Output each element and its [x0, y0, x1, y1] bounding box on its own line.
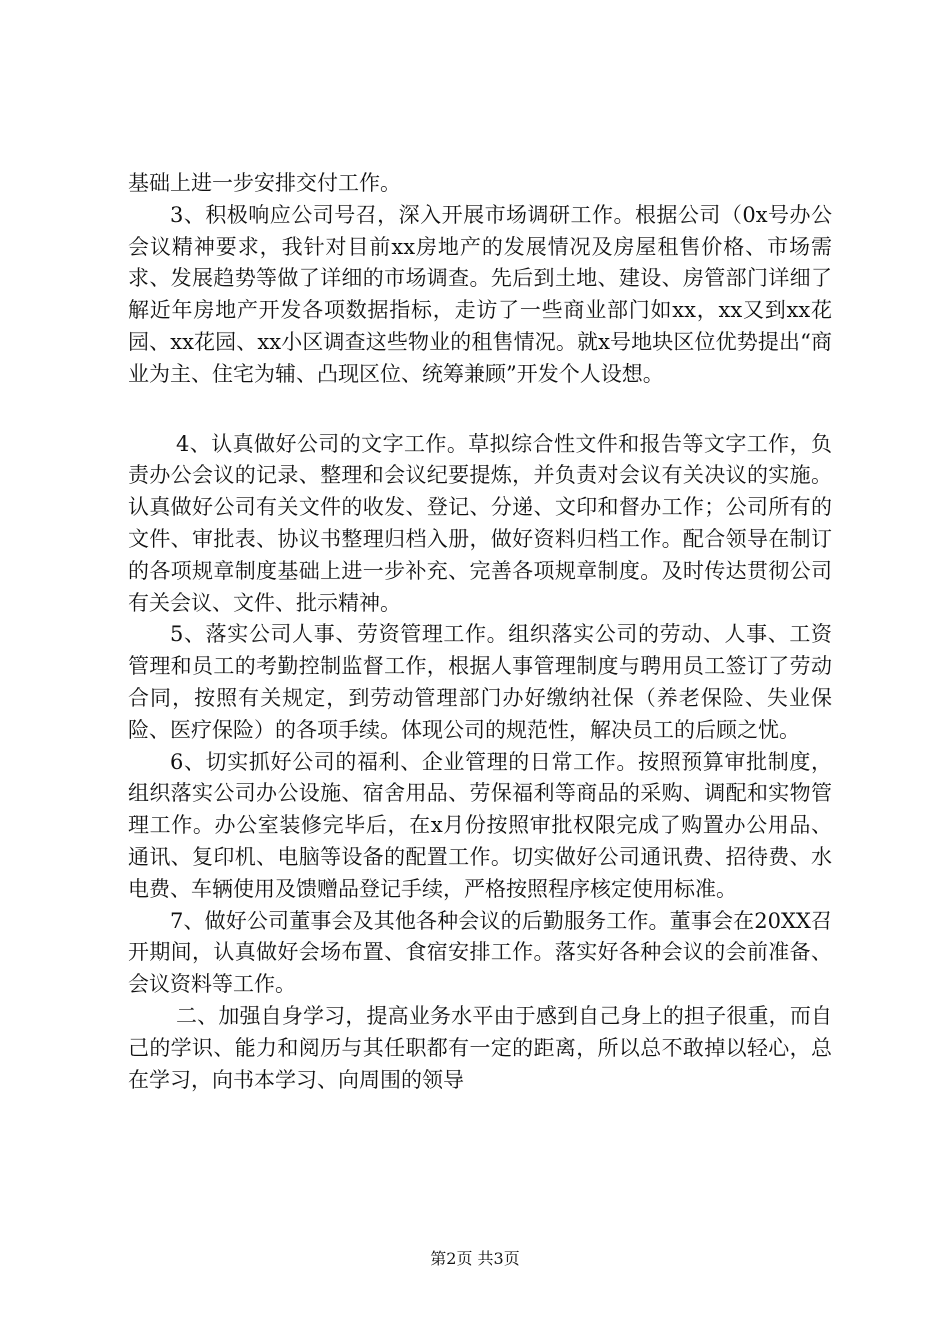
paragraph-gap	[128, 391, 832, 429]
paragraph-continuation: 基础上进一步安排交付工作。	[128, 171, 401, 195]
paragraph-section-2: 二、加强自身学习，提高业务水平由于感到自己身上的担子很重，而自己的学识、能力和阅历与其任职都有一定的距离，所以总不敢掉以轻心，总在学习，向书本学习、向周围的领导	[128, 1003, 832, 1092]
paragraph-item-7: 7、做好公司董事会及其他各种会议的后勤服务工作。董事会在20XX召开期间，认真做好会场布置、食宿安排工作。落实好各种会议的会前准备、会议资料等工作。	[128, 908, 832, 997]
paragraph-item-3: 3、积极响应公司号召，深入开展市场调研工作。根据公司（0x号办公会议精神要求，我针对目前xx房地产的发展情况及房屋租售价格、市场需求、发展趋势等做了详细的市场调查。先后到土地、建设、房管部门详细了解近年房地产开发各项数据指标，走访了一些商业部门如xx，xx又到xx花园、xx花园、xx小区调查这些物业的租售情况。就x号地块区位优势提出“商业为主、住宅为辅、凸现区位、统筹兼顾”开发个人设想。	[128, 202, 832, 386]
document-body	[128, 168, 832, 1096]
paragraph-item-5: 5、落实公司人事、劳资管理工作。组织落实公司的劳动、人事、工资管理和员工的考勤控制监督工作，根据人事管理制度与聘用员工签订了劳动合同，按照有关规定，到劳动管理部门办好缴纳社保（养老保险、失业保险、医疗保险）的各项手续。体现公司的规范性，解决员工的后顾之忧。	[128, 622, 832, 742]
paragraph-item-4: 4、认真做好公司的文字工作。草拟综合性文件和报告等文字工作，负责办公会议的记录、整理和会议纪要提炼，并负责对会议有关决议的实施。认真做好公司有关文件的收发、登记、分递、文印和督办工作；公司所有的文件、审批表、协议书整理归档入册，做好资料归档工作。配合领导在制订的各项规章制度基础上进一步补充、完善各项规章制度。及时传达贯彻公司有关会议、文件、批示精神。	[128, 431, 832, 615]
paragraph-item-6: 6、切实抓好公司的福利、企业管理的日常工作。按照预算审批制度，组织落实公司办公设施、宿舍用品、劳保福利等商品的采购、调配和实物管理工作。办公室装修完毕后，在x月份按照审批权限完成了购置办公用品、通讯、复印机、电脑等设备的配置工作。切实做好公司通讯费、招待费、水电费、车辆使用及馈赠品登记手续，严格按照程序核定使用标准。	[128, 749, 832, 901]
page-number-footer: 第2页 共3页	[430, 1249, 520, 1268]
